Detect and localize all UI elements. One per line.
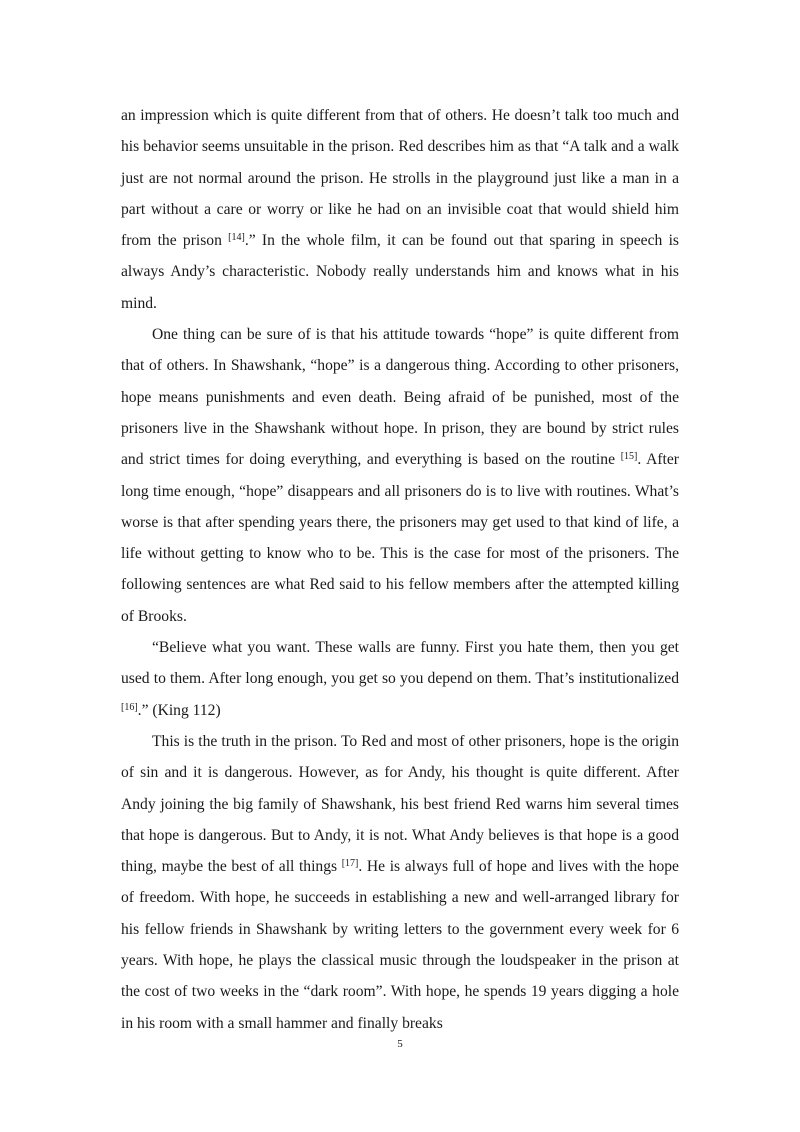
- paragraph-text: .” (King 112): [137, 701, 221, 719]
- paragraph-text: an impression which is quite different from that of others. He doesn’t talk too much and his behavior seems unsuitable in the prison. Red describes him as that “A talk and a walk just are not normal around the prison. He strolls in the playground just like a man in a part without a care or worry or like he had on an invisible coat that would shield him from the prison: [121, 107, 679, 250]
- citation-reference: [14]: [228, 232, 245, 244]
- paragraph: [121, 319, 679, 632]
- paragraph-text: . He is always full of hope and lives with the hope of freedom. With hope, he succeeds in establishing a new and well-arranged library for his fellow friends in Shawshank by writing letters to the government every week for 6 years. With hope, he plays the classical music through the loudspeaker in the prison at the cost of two weeks in the “dark room”. With hope, he spends 19 years digging a hole in his room with a small hammer and finally breaks: [121, 858, 679, 1032]
- paragraph: [121, 100, 679, 319]
- citation-reference: [17]: [341, 858, 359, 870]
- body-text: [121, 100, 679, 1039]
- paragraph-text: . After long time enough, “hope” disappears and all prisoners do is to live with routines. What’s worse is that after spending years there, the prisoners may get used to that kind of life, a life without getting to know who to be. This is the case for most of the prisoners. The following sentences are what Red said to his fellow members after the attempted killing of Brooks.: [121, 451, 679, 625]
- quotation-paragraph: [121, 632, 679, 726]
- paragraph-text: One thing can be sure of is that his attitude towards “hope” is quite different from that of others. In Shawshank, “hope” is a dangerous thing. According to other prisoners, hope means punishments and even death. Being afraid of be punished, most of the prisoners live in the Shawshank without hope. In prison, they are bound by strict rules and strict times for doing everything, and everything is based on the routine: [121, 326, 679, 469]
- paragraph: [121, 726, 679, 1039]
- citation-reference: [16]: [121, 701, 138, 713]
- citation-reference: [15]: [620, 451, 638, 463]
- paragraph-text: “Believe what you want. These walls are funny. First you hate them, then you get used to them. After long enough, you get so you depend on them. That’s institutionalized: [121, 639, 679, 688]
- paragraph-text: .” In the whole film, it can be found out that sparing in speech is always Andy’s characteristic. Nobody really understands him and knows what in his mind.: [121, 232, 679, 312]
- paragraph-text: This is the truth in the prison. To Red and most of other prisoners, hope is the origin of sin and it is dangerous. However, as for Andy, his thought is quite different. After Andy joining the big family of Shawshank, his best friend Red warns him several times that hope is dangerous. But to Andy, it is not. What Andy believes is that hope is a good thing, maybe the best of all things: [121, 732, 679, 876]
- page-number: 5: [397, 1038, 403, 1050]
